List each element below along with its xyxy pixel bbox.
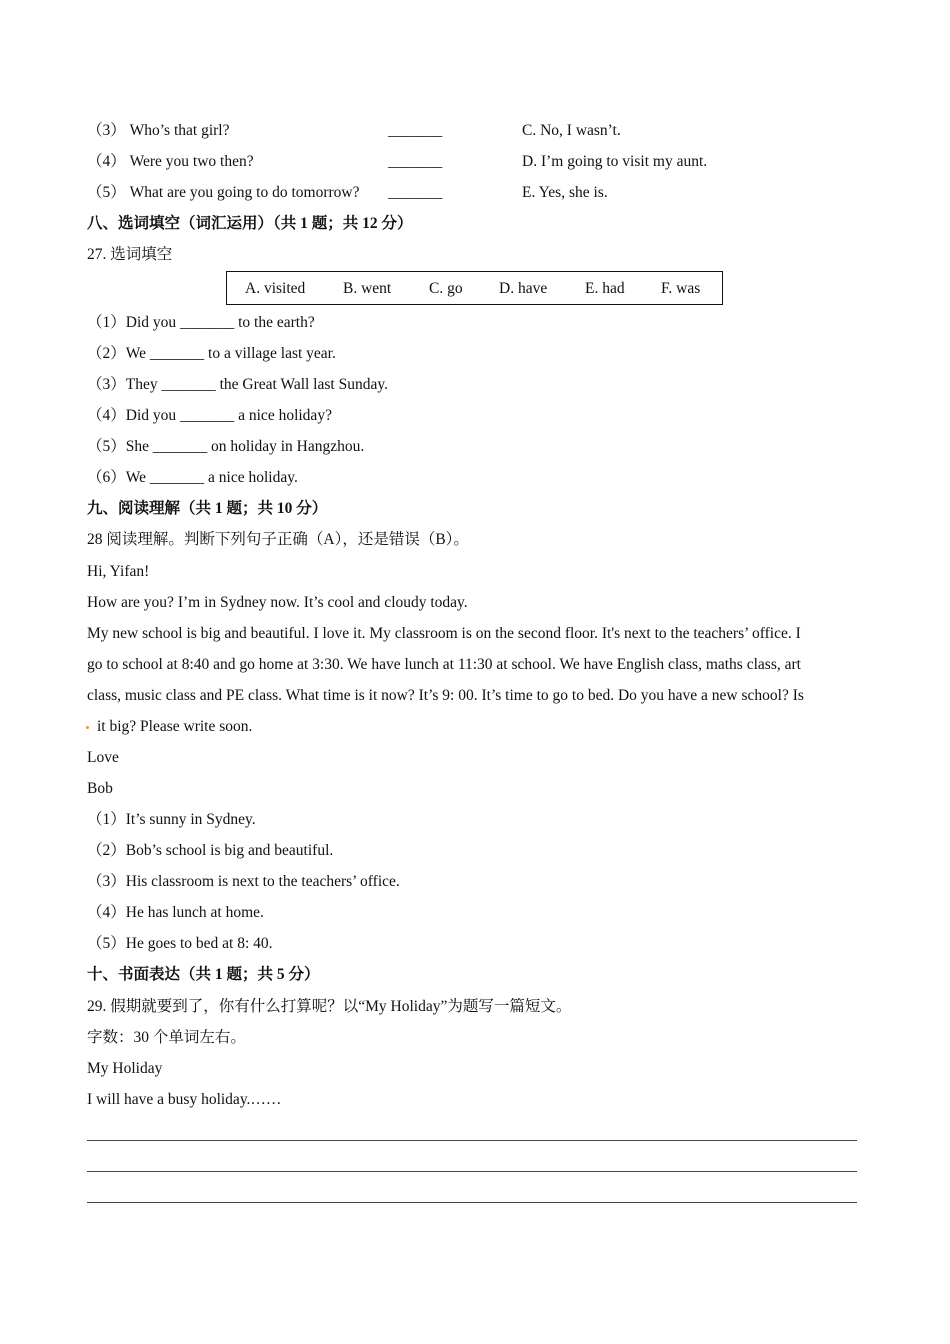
matching-question: （3） Who’s that girl?: [87, 122, 230, 139]
reading-statement: （1）It’s sunny in Sydney.: [87, 811, 256, 828]
passage-line: How are you? I’m in Sydney now. It’s cool and cloudy today.: [87, 594, 468, 611]
word-count-note: 字数：30 个单词左右。: [87, 1029, 246, 1046]
passage-line: it big? Please write soon.: [97, 718, 253, 735]
reading-statement: （3）His classroom is next to the teachers’ office.: [87, 873, 400, 890]
passage-line: class, music class and PE class. What time is it now? It’s 9: 00. It’s time to go to bed. Do you have a new school? Is: [87, 687, 804, 704]
writing-line[interactable]: [87, 1140, 857, 1141]
answer-blank[interactable]: _______: [388, 122, 443, 139]
essay-start: I will have a busy holiday.……: [87, 1091, 282, 1108]
word-choice: C. go: [429, 280, 463, 297]
answer-blank[interactable]: _______: [388, 184, 443, 201]
reading-statement: （2）Bob’s school is big and beautiful.: [87, 842, 334, 859]
question-title: 29. 假期就要到了，你有什么打算呢？以“My Holiday”为题写一篇短文。: [87, 998, 572, 1015]
question-title: 28 阅读理解。判断下列句子正确（A），还是错误（B）。: [87, 531, 469, 548]
matching-answer-option: C. No, I wasn’t.: [522, 122, 621, 139]
fill-blank-item: （6）We _______ a nice holiday.: [87, 469, 298, 486]
matching-answer-option: E. Yes, she is.: [522, 184, 608, 201]
word-choice: E. had: [585, 280, 625, 297]
answer-blank[interactable]: _______: [388, 153, 443, 170]
matching-question: （4） Were you two then?: [87, 153, 254, 170]
fill-blank-item: （3）They _______ the Great Wall last Sunday.: [87, 376, 388, 393]
passage-line: Bob: [87, 780, 113, 797]
mark-dot: [86, 726, 89, 729]
section-heading: 九、阅读理解（共 1 题；共 10 分）: [87, 500, 328, 517]
reading-statement: （4）He has lunch at home.: [87, 904, 264, 921]
passage-line: My new school is big and beautiful. I love it. My classroom is on the second floor. It's next to the teachers’ office. I: [87, 625, 801, 642]
reading-statement: （5）He goes to bed at 8: 40.: [87, 935, 273, 952]
passage-line: Hi, Yifan!: [87, 563, 150, 580]
essay-title: My Holiday: [87, 1060, 163, 1077]
word-choice: F. was: [661, 280, 701, 297]
fill-blank-item: （2）We _______ to a village last year.: [87, 345, 336, 362]
passage-line: Love: [87, 749, 119, 766]
passage-line: go to school at 8:40 and go home at 3:30. We have lunch at 11:30 at school. We have English class, maths class, art: [87, 656, 801, 673]
fill-blank-item: （1）Did you _______ to the earth?: [87, 314, 315, 331]
matching-answer-option: D. I’m going to visit my aunt.: [522, 153, 708, 170]
fill-blank-item: （4）Did you _______ a nice holiday?: [87, 407, 332, 424]
writing-line[interactable]: [87, 1202, 857, 1203]
word-choice: B. went: [343, 280, 392, 297]
matching-question: （5） What are you going to do tomorrow?: [87, 184, 360, 201]
question-title: 27. 选词填空: [87, 246, 173, 263]
word-choice-box: [226, 271, 723, 305]
writing-line[interactable]: [87, 1171, 857, 1172]
section-heading: 八、选词填空（词汇运用）（共 1 题；共 12 分）: [87, 215, 413, 232]
fill-blank-item: （5）She _______ on holiday in Hangzhou.: [87, 438, 365, 455]
word-choice: A. visited: [245, 280, 306, 297]
word-choice: D. have: [499, 280, 548, 297]
section-heading: 十、书面表达（共 1 题；共 5 分）: [87, 966, 320, 983]
